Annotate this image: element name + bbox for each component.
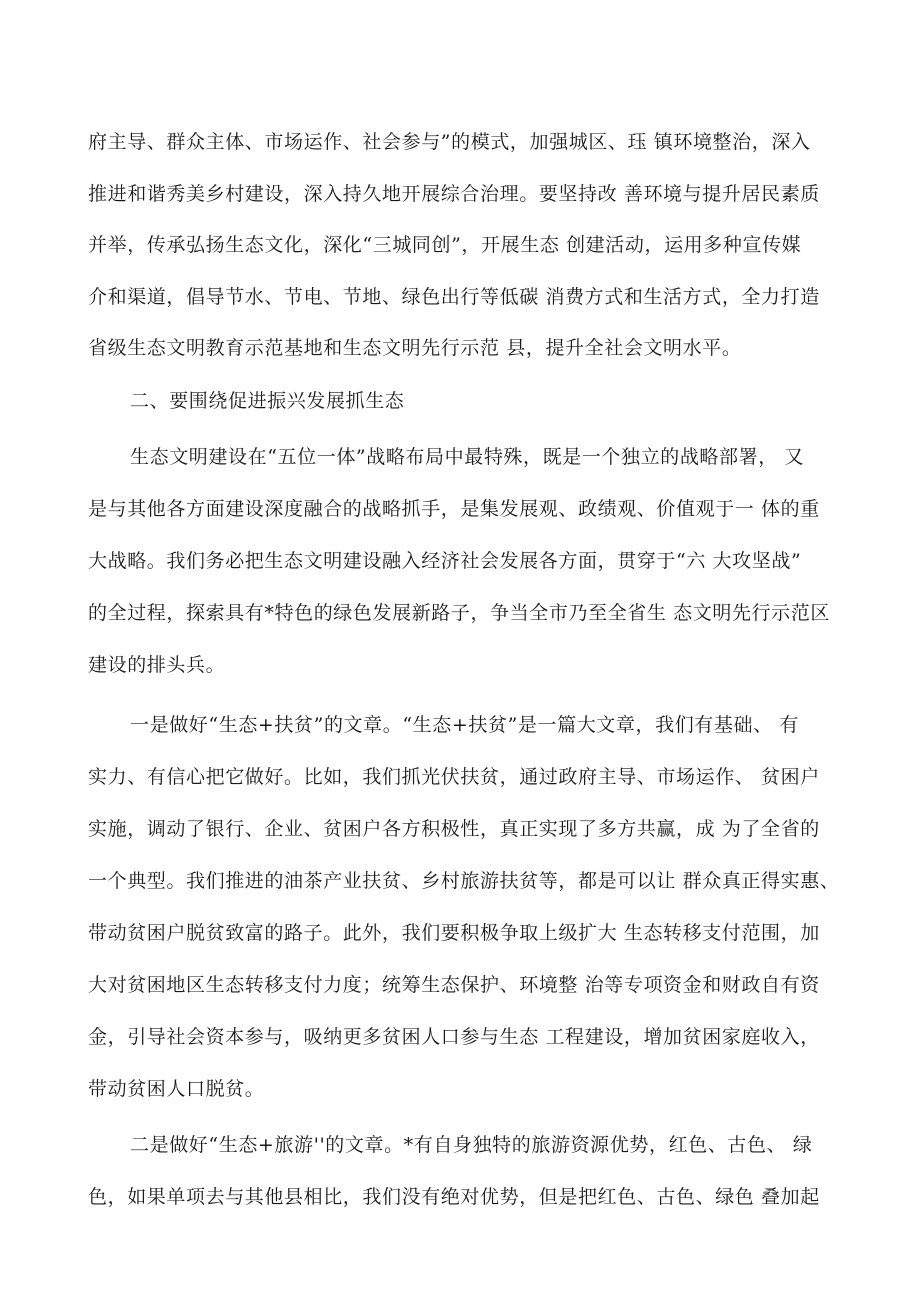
paragraph-3-line-8: 带动贫困人口脱贫。 bbox=[88, 1078, 265, 1100]
paragraph-3-line-5: 带动贫困户脱贫致富的路子。此外，我们要积极争取上级扩大 生态转移支付范围，加 bbox=[88, 922, 820, 944]
paragraph-3-line-3: 实施，调动了银行、企业、贫困户各方积极性，真正实现了多方共赢，成 为了全省的 bbox=[88, 818, 820, 840]
paragraph-1-line-3: 并举，传承弘扬生态文化，深化“三城同创”，开展生态 创建活动，运用多种宣传媒 bbox=[88, 234, 802, 256]
paragraph-3-line-4: 一个典型。我们推进的油茶产业扶贫、乡村旅游扶贫等，都是可以让 群众真正得实惠、 bbox=[88, 870, 840, 892]
paragraph-3-line-7: 金，引导社会资本参与，吸纳更多贫困人口参与生态 工程建设，增加贫困家庭收入， bbox=[88, 1026, 820, 1048]
paragraph-3-line-2: 实力、有信心把它做好。比如，我们抓光伏扶贫，通过政府主导、市场运作、 贫困户 bbox=[88, 766, 820, 788]
paragraph-2-line-2: 是与其他各方面建设深度融合的战略抓手，是集发展观、政绩观、价值观于一 体的重 bbox=[88, 498, 820, 520]
paragraph-2-line-1: 生态文明建设在“五位一体”战略布局中最特殊，既是一个独立的战略部署， 又 bbox=[130, 446, 805, 468]
paragraph-4-line-1: 二是做好“生态+旅游''的文章。*有自身独特的旅游资源优势，红色、古色、 绿 bbox=[130, 1134, 813, 1156]
paragraph-1-line-1: 府主导、群众主体、市场运作、社会参与”的模式，加强城区、珏 镇环境整治，深入 bbox=[88, 131, 811, 153]
paragraph-1-line-5: 省级生态文明教育示范基地和生态文明先行示范 县，提升全社会文明水平。 bbox=[88, 337, 742, 359]
paragraph-2-line-5: 建设的排头兵。 bbox=[88, 654, 226, 676]
paragraph-3-line-6: 大对贫困地区生态转移支付力度；统筹生态保护、环境整 治等专项资金和财政自有资 bbox=[88, 974, 820, 996]
paragraph-4-line-2: 色，如果单项去与其他县相比，我们没有绝对优势，但是把红色、古色、绿色 叠加起 bbox=[88, 1186, 820, 1208]
paragraph-1-line-4: 介和渠道，倡导节水、节电、节地、绿色出行等低碳 消费方式和生活方式，全力打造 bbox=[88, 286, 820, 308]
section-heading: 二、要围绕促进振兴发展抓生态 bbox=[130, 390, 405, 412]
paragraph-2-line-3: 大战略。我们务必把生态文明建设融入经济社会发展各方面，贯穿于“六 大攻坚战” bbox=[88, 550, 802, 572]
paragraph-3-line-1: 一是做好“生态+扶贫”的文章。“生态+扶贫”是一篇大文章，我们有基础、 有 bbox=[130, 714, 799, 736]
paragraph-2-line-4: 的全过程，探索具有*特色的绿色发展新路子，争当全市乃至全省生 态文明先行示范区 bbox=[88, 602, 830, 624]
paragraph-1-line-2: 推进和谐秀美乡村建设，深入持久地开展综合治理。要坚持改 善环境与提升居民素质 bbox=[88, 183, 820, 205]
